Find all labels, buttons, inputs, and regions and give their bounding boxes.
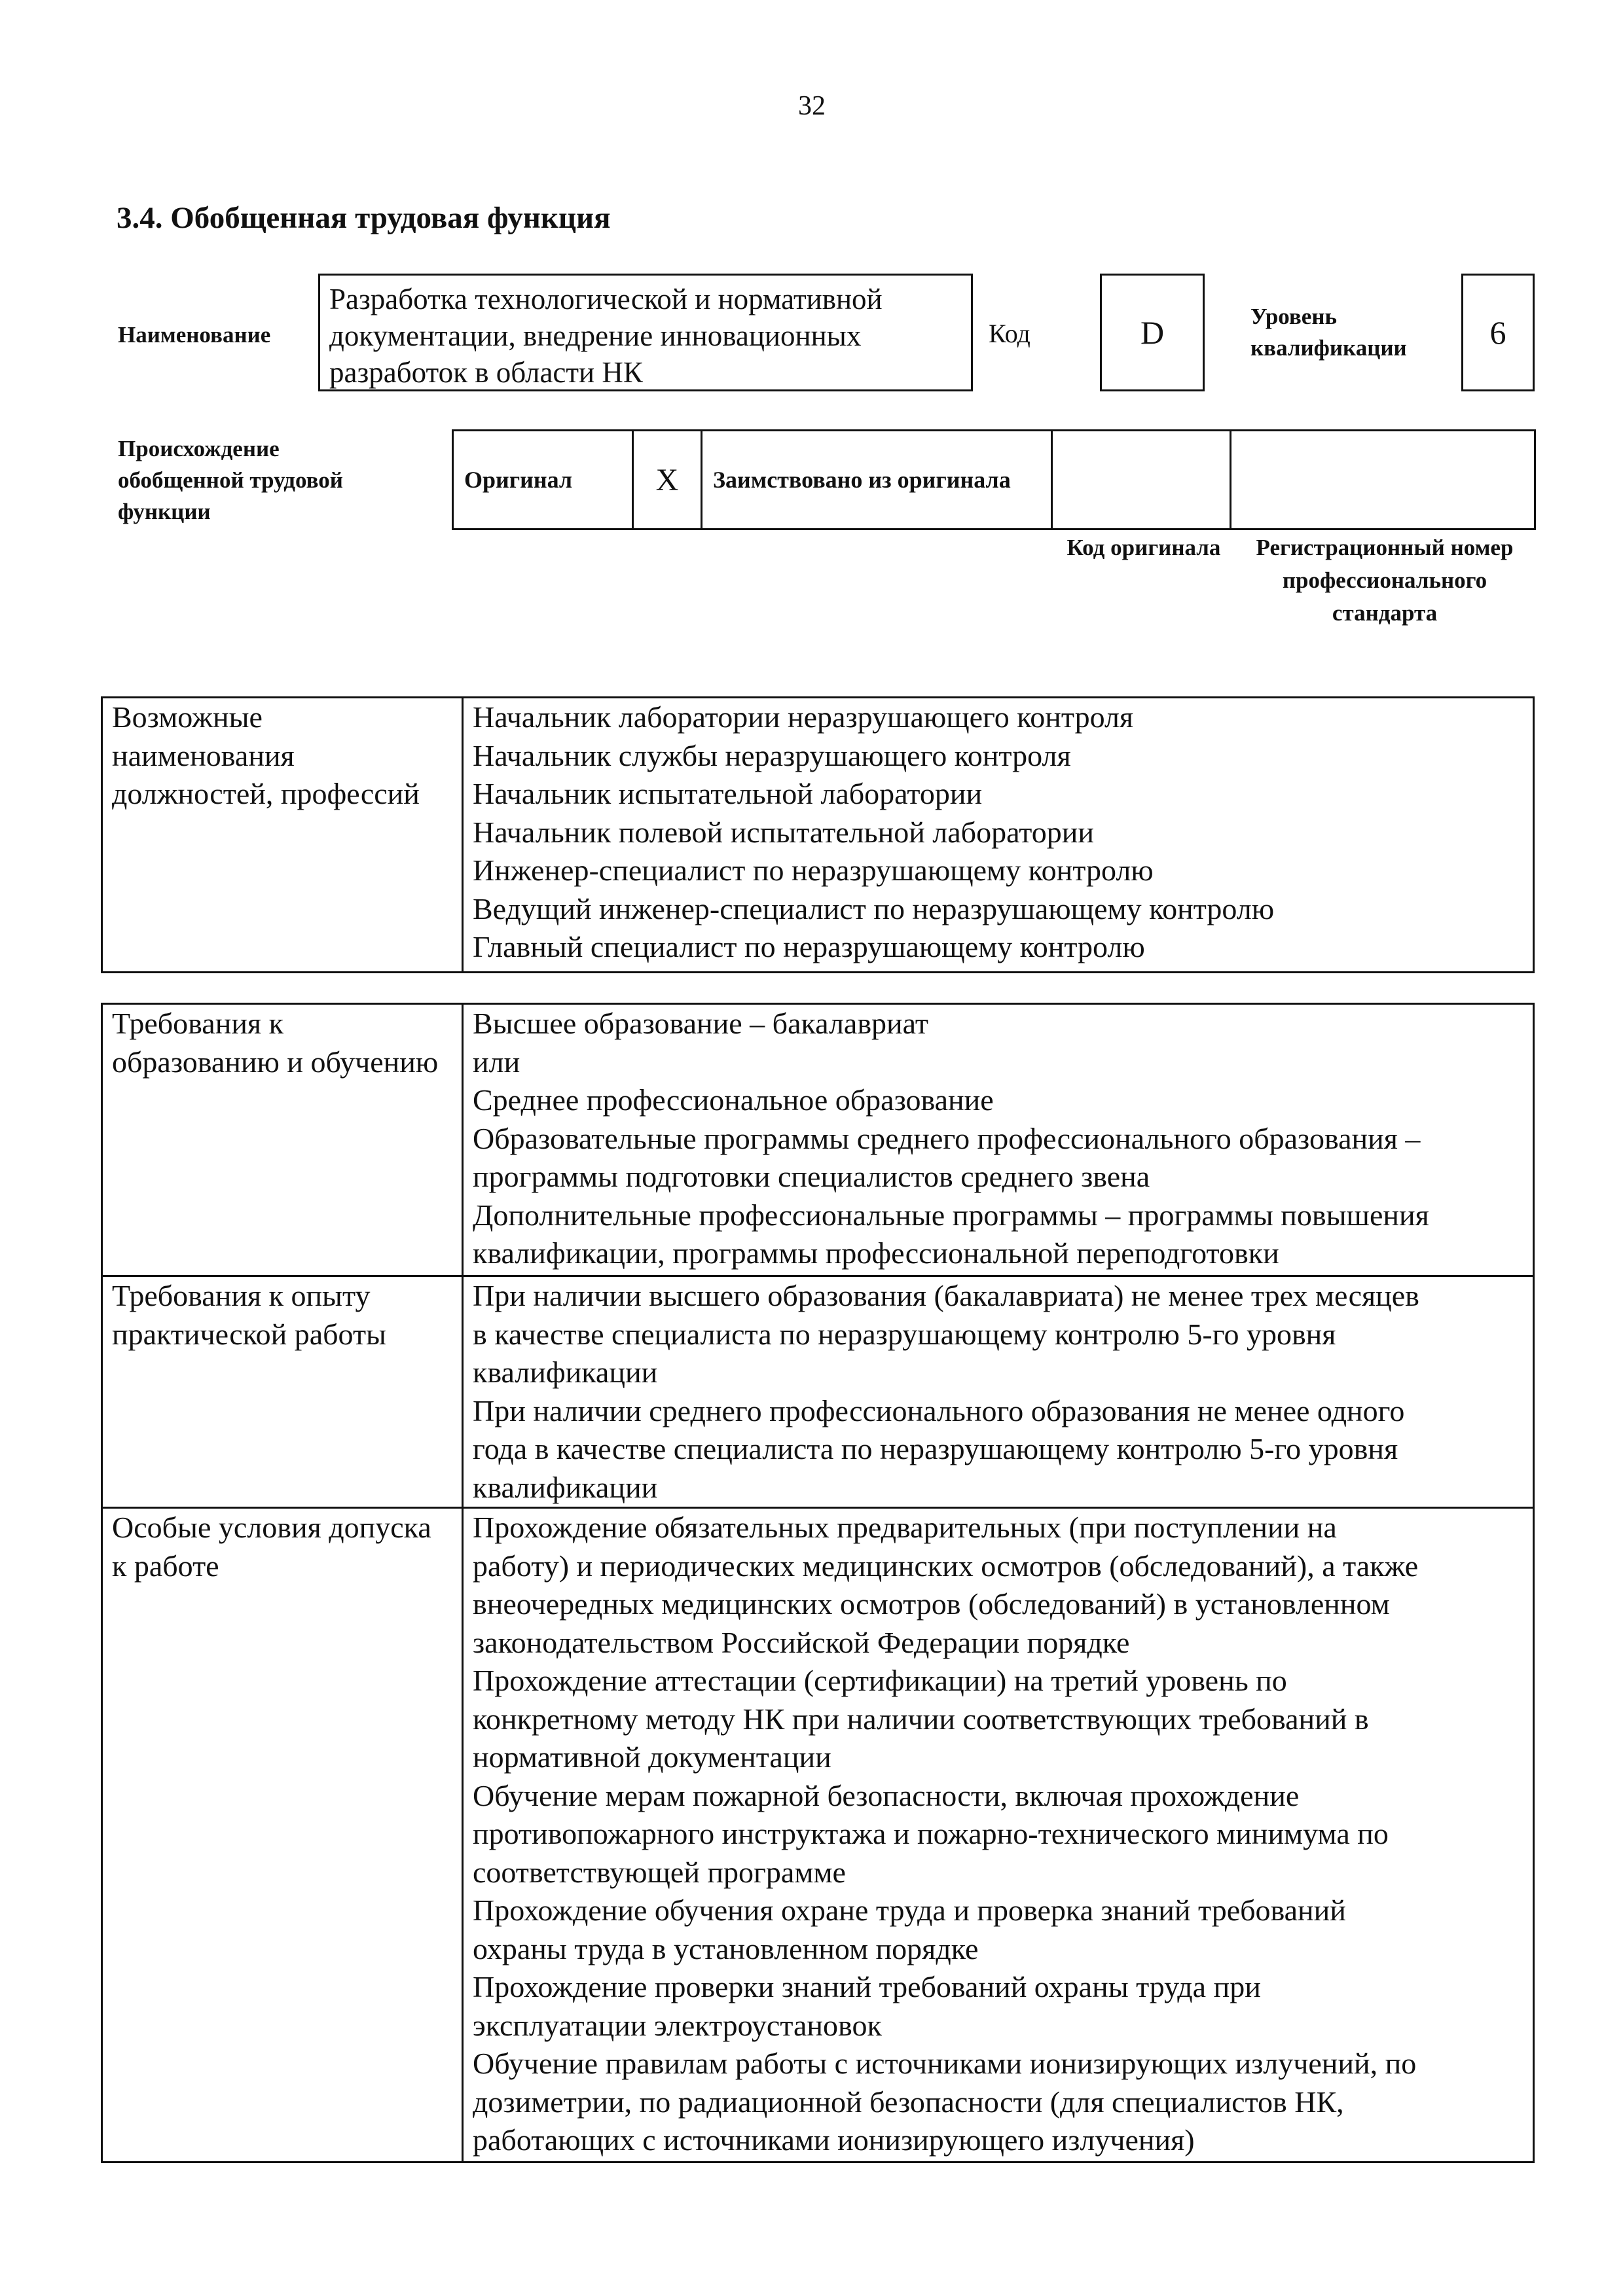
education-label: Требования к образованию и обучению (112, 1007, 439, 1079)
code-box (1100, 274, 1205, 391)
text-line: При наличии среднего профессионального образования не менее одного (473, 1393, 1405, 1427)
code-original-cell (1052, 431, 1231, 529)
list-item: Инженер-специалист по неразрушающему контролю (473, 853, 1154, 887)
experience-label: Требования к опыту практической работы (112, 1279, 386, 1351)
original-label: Оригинал (464, 467, 573, 493)
text-line: Прохождение обучения охране труда и проверка знаний требований (473, 1893, 1346, 1927)
positions-list-cell (463, 698, 1534, 973)
education-cell (463, 1004, 1534, 1276)
experience-cell (463, 1276, 1534, 1508)
text-line: квалификации, программы профессиональной переподготовки (473, 1236, 1279, 1270)
text-line: внеочередных медицинских осмотров (обследований) в установленном (473, 1587, 1390, 1621)
text-line: охраны труда в установленном порядке (473, 1931, 979, 1965)
text-line: противопожарного инструктажа и пожарно-технического минимума по (473, 1817, 1389, 1850)
original-mark-cell (633, 431, 702, 529)
text-line: в качестве специалиста по неразрушающему контролю 5-го уровня (473, 1317, 1336, 1351)
positions-label-cell (102, 698, 463, 973)
list-item: Начальник службы неразрушающего контроля (473, 738, 1071, 772)
text-line: законодательством Российской Федерации порядке (473, 1625, 1130, 1659)
text-line: При наличии высшего образования (бакалавриата) не менее трех месяцев (473, 1279, 1419, 1312)
requirements-table (101, 1003, 1535, 2163)
code-label: Код (989, 319, 1030, 348)
name-label: Наименование (118, 322, 271, 348)
special-conditions-label-cell (102, 1508, 463, 2162)
text-line: нормативной документации (473, 1740, 831, 1774)
text-line: программы подготовки специалистов среднего звена (473, 1160, 1150, 1193)
function-name-value: Разработка технологической и нормативной документации, внедрение инновационных разработок в области НК (329, 283, 883, 389)
text-line: соответствующей программе (473, 1855, 846, 1889)
text-line: Дополнительные профессиональные программы – программы повышения (473, 1198, 1429, 1232)
special-conditions-label: Особые условия допуска к работе (112, 1511, 431, 1583)
origin-table (452, 429, 1536, 530)
text-line: Среднее профессиональное образование (473, 1083, 994, 1117)
function-name-box (318, 274, 973, 391)
positions-label: Возможные наименования должностей, профессий (112, 700, 420, 810)
reg-number-caption: Регистрационный номер профессионального стандарта (1256, 535, 1514, 626)
code-original-caption: Код оригинала (1067, 535, 1221, 560)
origin-label: Происхождение обобщенной трудовой функции (118, 436, 343, 524)
text-line: года в качестве специалиста по неразрушающему контролю 5-го уровня (473, 1432, 1398, 1465)
original-mark: X (655, 462, 679, 497)
text-line: работу) и периодических медицинских осмотров (обследований), а также (473, 1549, 1419, 1583)
text-line: Обучение правилам работы с источниками ионизирующих излучений, по (473, 2047, 1417, 2080)
page-number: 32 (798, 91, 826, 121)
borrowed-cell (702, 431, 1052, 529)
special-conditions-cell (463, 1508, 1534, 2162)
text-line: Прохождение обязательных предварительных (при поступлении на (473, 1511, 1337, 1544)
level-box (1461, 274, 1535, 391)
text-line: Обучение мерам пожарной безопасности, включая прохождение (473, 1778, 1300, 1812)
level-value: 6 (1489, 314, 1506, 351)
text-line: или (473, 1045, 520, 1079)
text-line: Образовательные программы среднего профессионального образования – (473, 1121, 1421, 1155)
text-line: дозиметрии, по радиационной безопасности (для специалистов НК, (473, 2085, 1344, 2119)
positions-table (101, 696, 1535, 973)
text-line: квалификации (473, 1355, 658, 1389)
borrowed-label: Заимствовано из оригинала (713, 467, 1011, 493)
education-label-cell (102, 1004, 463, 1276)
text-line: эксплуатации электроустановок (473, 2008, 882, 2042)
text-line: Прохождение проверки знаний требований охраны труда при (473, 1970, 1261, 2003)
original-cell (453, 431, 633, 529)
list-item: Начальник лаборатории неразрушающего контроля (473, 700, 1134, 734)
list-item: Начальник полевой испытательной лаборатории (473, 815, 1095, 849)
reg-number-cell (1231, 431, 1535, 529)
code-value: D (1140, 314, 1165, 351)
level-label: Уровень квалификации (1250, 304, 1407, 361)
section-title: 3.4. Обобщенная трудовая функция (117, 201, 611, 235)
text-line: Прохождение аттестации (сертификации) на третий уровень по (473, 1664, 1287, 1697)
list-item: Начальник испытательной лаборатории (473, 777, 983, 810)
text-line: работающих с источниками ионизирующего излучения) (473, 2123, 1195, 2157)
list-item: Главный специалист по неразрушающему контролю (473, 930, 1145, 963)
text-line: Высшее образование – бакалавриат (473, 1007, 928, 1040)
experience-label-cell (102, 1276, 463, 1508)
text-line: квалификации (473, 1470, 658, 1504)
text-line: конкретному методу НК при наличии соответствующих требований в (473, 1702, 1369, 1736)
list-item: Ведущий инженер-специалист по неразрушающему контролю (473, 891, 1275, 925)
